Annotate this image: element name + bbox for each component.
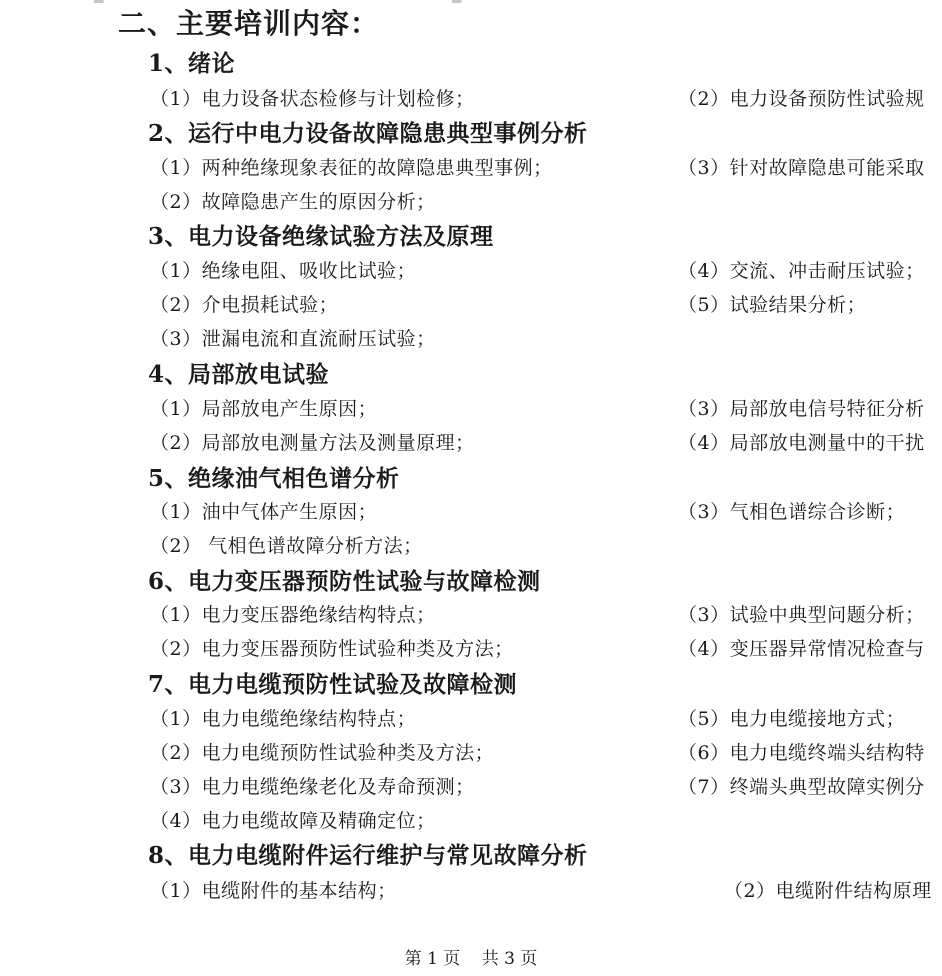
list-item: （3）局部放电信号特征分析	[678, 398, 925, 420]
section-title-5: 5、绝缘油气相色谱分析	[148, 465, 400, 492]
section-title-7: 7、电力电缆预防性试验及故障检测	[148, 671, 518, 698]
list-item: （4）局部放电测量中的干扰	[678, 432, 925, 454]
list-item: （4）电力电缆故障及精确定位；	[150, 810, 436, 832]
list-item: （2） 气相色谱故障分析方法；	[150, 535, 423, 557]
list-item: （2）电力电缆预防性试验种类及方法；	[150, 742, 495, 764]
list-item: （3）试验中典型问题分析；	[678, 604, 925, 626]
section-title-4: 4、局部放电试验	[148, 361, 330, 388]
list-item: （6）电力电缆终端头结构特	[678, 742, 925, 764]
page-title: 二、主要培训内容：	[118, 7, 380, 40]
list-item: （5）电力电缆接地方式；	[678, 708, 906, 730]
section-title-2: 2、运行中电力设备故障隐患典型事例分析	[148, 120, 588, 147]
page-number: 第 1 页	[404, 949, 461, 969]
list-item: （5）试验结果分析；	[678, 294, 867, 316]
list-item: （1）电力电缆绝缘结构特点；	[150, 708, 417, 730]
list-item: （1）局部放电产生原因；	[150, 398, 378, 420]
list-item: （2）局部放电测量方法及测量原理；	[150, 432, 475, 454]
page-total: 共 3 页	[481, 949, 538, 969]
list-item: （3）电力电缆绝缘老化及寿命预测；	[150, 776, 475, 798]
list-item: （1）电缆附件的基本结构；	[150, 880, 397, 902]
list-item: （1）油中气体产生原因；	[150, 501, 378, 523]
list-item: （4）交流、冲击耐压试验；	[678, 260, 925, 282]
list-item: （1）电力设备状态检修与计划检修；	[150, 88, 475, 110]
section-title-1: 1、绪论	[148, 50, 236, 77]
section-title-3: 3、电力设备绝缘试验方法及原理	[148, 223, 494, 250]
list-item: （2）电力变压器预防性试验种类及方法；	[150, 638, 514, 660]
list-item: （3）气相色谱综合诊断；	[678, 501, 906, 523]
list-item: （2）故障隐患产生的原因分析；	[150, 191, 436, 213]
section-title-6: 6、电力变压器预防性试验与故障检测	[148, 568, 541, 595]
list-item: （7）终端头典型故障实例分	[678, 776, 925, 798]
list-item: （2）电力设备预防性试验规	[678, 88, 925, 110]
list-item: （2）电缆附件结构原理	[724, 880, 932, 902]
section-title-8: 8、电力电缆附件运行维护与常见故障分析	[148, 842, 588, 869]
page-footer	[0, 944, 942, 969]
list-item: （3）泄漏电流和直流耐压试验；	[150, 328, 436, 350]
list-item: （1）电力变压器绝缘结构特点；	[150, 604, 436, 626]
list-item: （3）针对故障隐患可能采取	[678, 157, 925, 179]
list-item: （4）变压器异常情况检查与	[678, 638, 925, 660]
list-item: （2）介电损耗试验；	[150, 294, 339, 316]
list-item: （1）绝缘电阻、吸收比试验；	[150, 260, 417, 282]
list-item: （1）两种绝缘现象表征的故障隐患典型事例；	[150, 157, 553, 179]
